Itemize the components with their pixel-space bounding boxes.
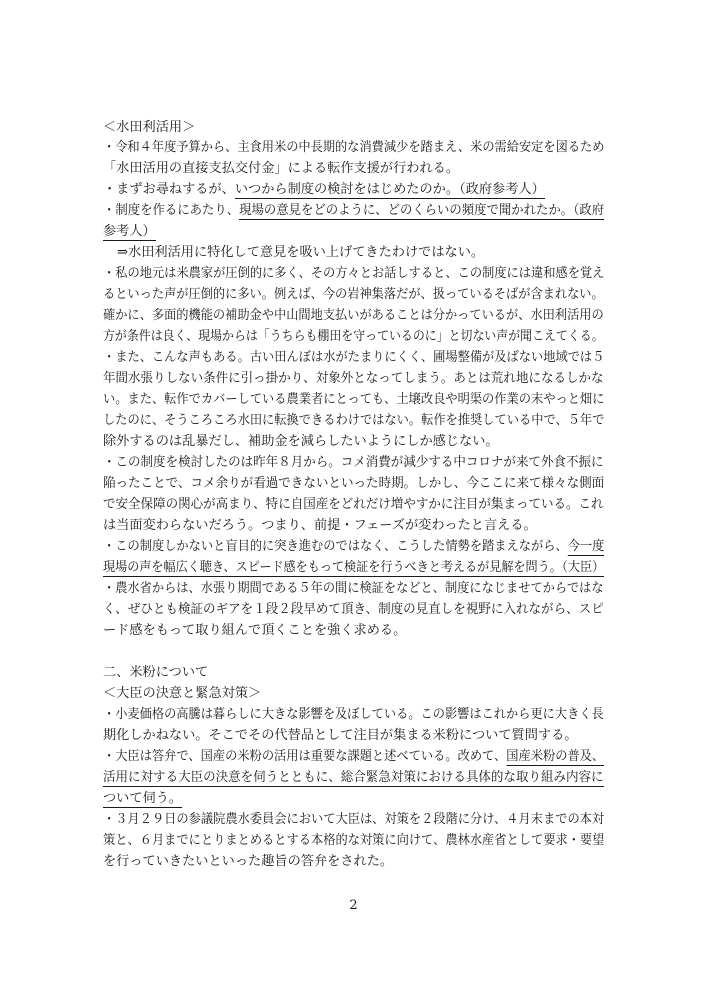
underlined-question: 現場の声を幅広く聴き、スピード感をもって検証を行うべきと考えるが見解を問う。（大臣） [103,560,605,575]
paragraph-line: ・農水省からは、水張り期間である５年の間に検証をなどと、制度になじませてからではな [103,581,604,596]
question-line: ・制度を作るにあたり、現場の意見をどのように、どのくらいの頻度で聞かれたか。（政府 [103,203,605,218]
paragraph-line: ・この制度を検討したのは昨年８月から。コメ消費が減少する中コロナが来て外食不振に [103,455,604,470]
question-line: ・大臣は答弁で、国産の米粉の活用は重要な課題と述べている。改めて、国産米粉の普及、 [103,749,605,764]
paragraph-line: 除外するのは乱暴だし、補助金を減らしたいようにしか感じない。 [103,434,499,449]
paragraph-line: 年間水張りしない条件に引っ掛かり、対象外となってしまう。あとは荒れ地になるしかな [103,371,604,386]
question-line [103,223,156,240]
question-line: ・この制度しかないと盲目的に突き進むのではなく、こうした情勢を踏まえながら、今一度 [103,539,605,554]
paragraph-line: 方が条件は良く、現場からは「うちらも棚田を守っているのに」と切ない声が聞こえてくる。 [103,329,604,344]
answer-line: ⇒水田利活用に特化して意見を吸い上げてきたわけではない。 [117,245,485,260]
section-heading-rice-flour: 二、米粉について [103,665,209,680]
question-line [103,769,604,786]
question-line: ・まずお尋ねするが、いつから制度の検討をはじめたのか。（政府参考人） [103,182,545,197]
underlined-question: 活用に対する大臣の決意を伺うとともに、総合緊急対策における具体的な取り組み内容に [103,770,604,785]
paragraph-line: 確かに、多面的機能の補助金や中山間地支払いがあることは分かっているが、水田利活用の [103,308,604,323]
paragraph-line: ・３月２９日の参議院農水委員会において大臣は、対策を２段階に分け、４月末までの本対 [103,812,605,827]
page-number: 2 [349,898,358,913]
paragraph-line: を行っていきたいといった趣旨の答弁をされた。 [103,854,394,869]
underlined-question: 今一度 [567,539,605,554]
section-heading-paddy: ＜水田利活用＞ [103,120,196,135]
paragraph-line: 策と、６月までにとりまとめるとする本格的な対策に向けて、農林水産省として要求・要望 [103,833,605,848]
paragraph-line: したのに、そうころころ水田に転換できるわけではない。転作を推奨している中で、５年で [103,413,605,428]
underlined-question: ついて伺う。 [103,791,183,806]
underlined-question: 国産米粉の普及、 [506,749,605,764]
paragraph-line: ・小麦価格の高騰は暮らしに大きな影響を及ぼしている。この影響はこれから更に大きく長 [103,707,604,722]
underlined-question: 参考人） [103,224,156,239]
paragraph-line: で安全保障の関心が高まり、特に自国産をどれだけ増やすかに注目が集まっている。これ [103,497,604,512]
paragraph-line: ・私の地元は米農家が圧倒的に多く、その方々とお話しすると、この制度には違和感を覚え [103,266,605,281]
paragraph-line: ・また、こんな声もある。古い田んぼは水がたまりにくく、圃場整備が及ばない地域では５ [103,350,605,365]
paragraph-line: 「水田活用の直接支払交付金」による転作支援が行われる。 [103,161,460,176]
paragraph-line: ード感をもって取り組んで頂くことを強く求める。 [103,623,407,638]
subsection-heading: ＜大臣の決意と緊急対策＞ [103,686,262,701]
paragraph-line: 陥ったことで、コメ余りが看過できないといった時期。しかし、今ここに来て様々な側面 [103,476,605,491]
paragraph-line: 期化しかねない。そこでその代替品として注目が集まる米粉について質問する。 [103,728,578,743]
underlined-question: 現場の意見をどのように、どのくらいの頻度で聞かれたか。（政府 [239,203,605,218]
underlined-question: いつから制度の検討をはじめたのか。（政府参考人） [234,182,545,197]
paragraph-line: るといった声が圧倒的に多い。例えば、今の岩神集落だが、扱っているそばが含まれない。 [103,287,604,302]
paragraph-line: ・令和４年度予算から、主食用米の中長期的な消費減少を踏まえ、米の需給安定を図るため [103,140,605,155]
question-line [103,790,182,807]
paragraph-line: は当面変わらないだろう。つまり、前提・フェーズが変わったと言える。 [103,518,537,533]
question-line [103,559,604,576]
paragraph-line: い。また、転作でカバーしている農業者にとっても、土壌改良や明渠の作業の末やっと畑に [103,392,605,407]
paragraph-line: く、ぜひとも検証のギアを１段２段早めて頂き、制度の見直しを視野に入れながら、スピ [103,602,604,617]
